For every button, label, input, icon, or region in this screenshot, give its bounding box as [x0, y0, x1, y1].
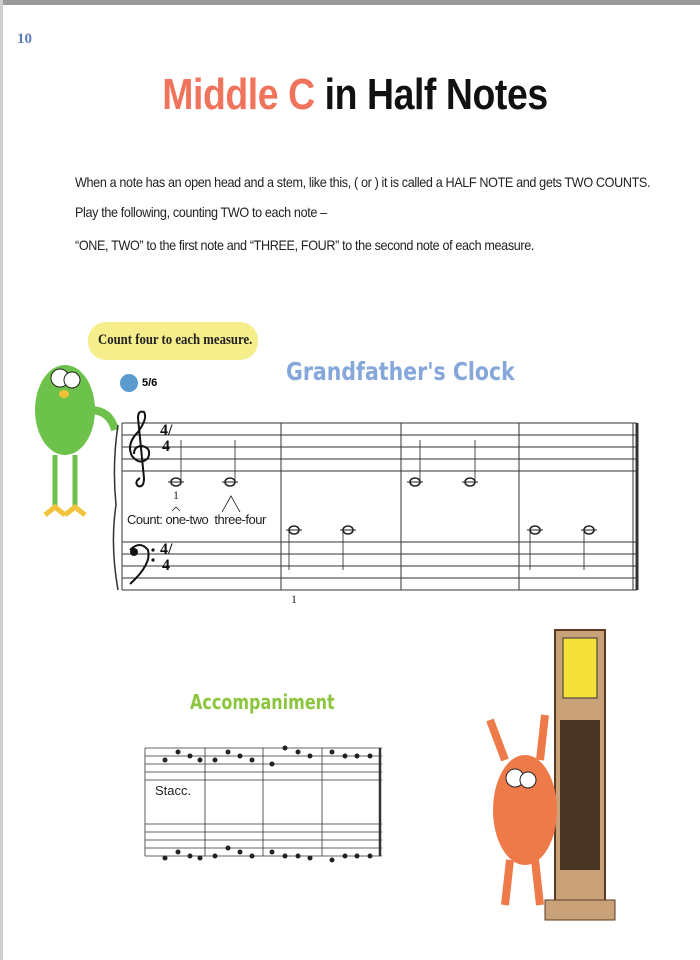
count-brackets	[172, 496, 240, 512]
grandfather-clock-illustration	[545, 630, 615, 920]
accompaniment-staves	[145, 748, 382, 856]
instruction-line-3: “ONE, TWO” to the first note and “THREE, FOUR” to the second note of each measure.	[75, 237, 535, 253]
staccato-marking: Stacc.	[155, 783, 192, 798]
grand-staff	[113, 423, 637, 590]
track-number: 5/6	[142, 377, 158, 389]
song-title: Grandfather's Clock	[286, 357, 515, 386]
page-number: 10	[17, 31, 32, 47]
orange-monster-illustration	[490, 715, 557, 905]
half-note	[340, 526, 356, 570]
finger-number-bass: 1	[291, 592, 297, 606]
instruction-line-2: Play the following, counting TWO to each note –	[75, 204, 327, 220]
green-monster-illustration	[35, 365, 115, 515]
bubble-text: Count four to each measure.	[98, 332, 253, 348]
title-rest: in Half Notes	[314, 70, 548, 119]
treble-time-signature: 4/4	[160, 422, 173, 455]
half-note	[527, 526, 543, 570]
brace	[113, 425, 118, 590]
finger-number-treble: 1	[173, 488, 179, 502]
count-label: Count: one-two three-four	[127, 512, 266, 527]
half-note	[286, 526, 302, 570]
half-note	[581, 526, 597, 570]
treble-staff	[122, 423, 637, 471]
bass-time-signature: 4/4	[160, 541, 173, 574]
accompaniment-notes	[163, 746, 373, 863]
accompaniment-title: Accompaniment	[190, 690, 335, 714]
instruction-line-1: When a note has an open head and a stem, like this, ( or ) it is called a HALF NOTE and gets TWO COUNTS.	[75, 174, 651, 190]
title-highlight: Middle C	[162, 70, 315, 119]
bass-staff	[122, 542, 637, 590]
